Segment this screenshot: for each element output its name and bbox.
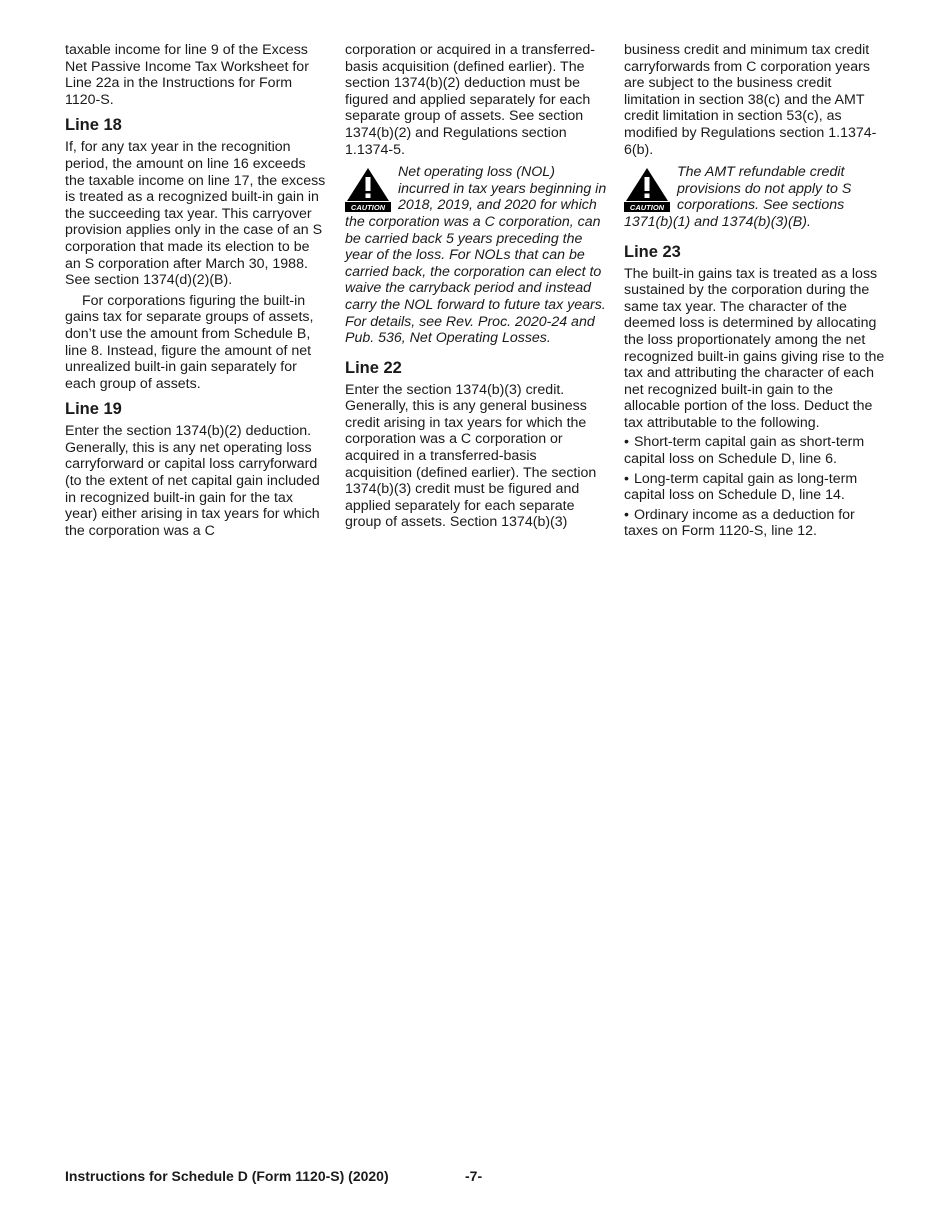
- bullet-text: Long-term capital gain as long-term capital loss on Schedule D, line 14.: [624, 470, 858, 504]
- caution-text-amt: The AMT refundable credit provisions do not apply to S corporations. See sections 1371(b)(1) and 1374(b)(3)(B).: [624, 164, 852, 230]
- bullet-icon: •: [624, 506, 629, 523]
- caution-text-nol: Net operating loss (NOL) incurred in tax years beginning in 2018, 2019, and 2020 for which the corporation was a C corporation, can be carried back 5 years preceding the year of the loss. For NOLs that can be carried back, the corporation can elect to waive the carryback period and instead carry the NOL forward to future tax years. For details, see Rev. Proc. 2020-24 and Pub. 536, Net Operating Losses.: [345, 164, 607, 347]
- paragraph-intro: taxable income for line 9 of the Excess Net Passive Income Tax Worksheet for Line 22a in the Instructions for Form 1120-S.: [65, 42, 309, 108]
- caution-label: CAUTION: [350, 203, 386, 213]
- column-1: [65, 42, 327, 539]
- bullet-icon: •: [624, 470, 629, 487]
- column-2: [345, 42, 607, 531]
- heading-line-22: Line 22: [345, 358, 402, 377]
- heading-line-19: Line 19: [65, 400, 122, 419]
- paragraph-continued-credit: business credit and minimum tax credit carryforwards from C corporation years are subject to the business credit limitation in section 38(c) and the AMT credit limitation in section 53(c), as modified by Regulations section 1.1374-6(b).: [624, 42, 877, 158]
- paragraph-continued: corporation or acquired in a transferred-basis acquisition (defined earlier). The section 1374(b)(2) deduction must be figured and applied separately for each separate group of assets. See section 1374(b)(2) and Regulations section 1.1374-5.: [345, 42, 595, 158]
- column-3: [624, 42, 886, 540]
- paragraph-line-22: Enter the section 1374(b)(3) credit. Generally, this is any general business credit arising in tax years for which the corporation was a C corporation or acquired in a transferred-basis acquisition (defined earlier). The section 1374(b)(3) credit must be figured and applied separately for each separate group of assets. Section 1374(b)(3): [345, 381, 597, 531]
- heading-line-18: Line 18: [65, 116, 122, 135]
- paragraph-line-18: If, for any tax year in the recognition period, the amount on line 16 exceeds the taxable income on line 17, the excess is treated as a recognized built-in gain in the succeeding tax year. This carryover provision applies only in the case of an S corporation that made its election to be an S corporation after March 30, 1988. See section 1374(d)(2)(B).: [65, 139, 326, 289]
- bullet-text: Short-term capital gain as short-term capital loss on Schedule D, line 6.: [624, 434, 865, 468]
- caution-icon: [345, 166, 391, 212]
- caution-icon: [624, 166, 670, 212]
- caution-note-amt: [624, 164, 886, 230]
- paragraph-line-18-separate-groups: For corporations figuring the built-in gains tax for separate groups of assets, don’t use the amount from Schedule B, line 8. Instead, figure the amount of net unrealized built-in gain separately for each group of assets.: [65, 292, 314, 392]
- paragraph-line-19: Enter the section 1374(b)(2) deduction. Generally, this is any net operating loss carryforward or capital loss carryforward (to the extent of net capital gain included in recognized built-in gain for the tax year) either arising in tax years for which the corporation was a C: [65, 423, 320, 539]
- paragraph-line-23: The built-in gains tax is treated as a loss sustained by the corporation during the same tax year. The character of the deemed loss is determined by allocating the loss proportionately among the net recognized built-in gains giving rise to the tax and attributing the character of each net recognized built-in gain to the allocable portion of the loss. Deduct the tax attributable to the following.: [624, 265, 885, 431]
- heading-line-23: Line 23: [624, 242, 681, 261]
- bullet-icon: •: [624, 434, 629, 451]
- bullet-text: Ordinary income as a deduction for taxes on Form 1120-S, line 12.: [624, 506, 855, 540]
- page-number: -7-: [465, 1168, 483, 1184]
- list-item: [624, 507, 886, 540]
- footer-title: Instructions for Schedule D (Form 1120-S) (2020): [65, 1168, 389, 1184]
- caution-note-nol: [345, 164, 607, 347]
- list-item: [624, 434, 886, 467]
- caution-label: CAUTION: [629, 203, 665, 213]
- list-item: [624, 471, 886, 504]
